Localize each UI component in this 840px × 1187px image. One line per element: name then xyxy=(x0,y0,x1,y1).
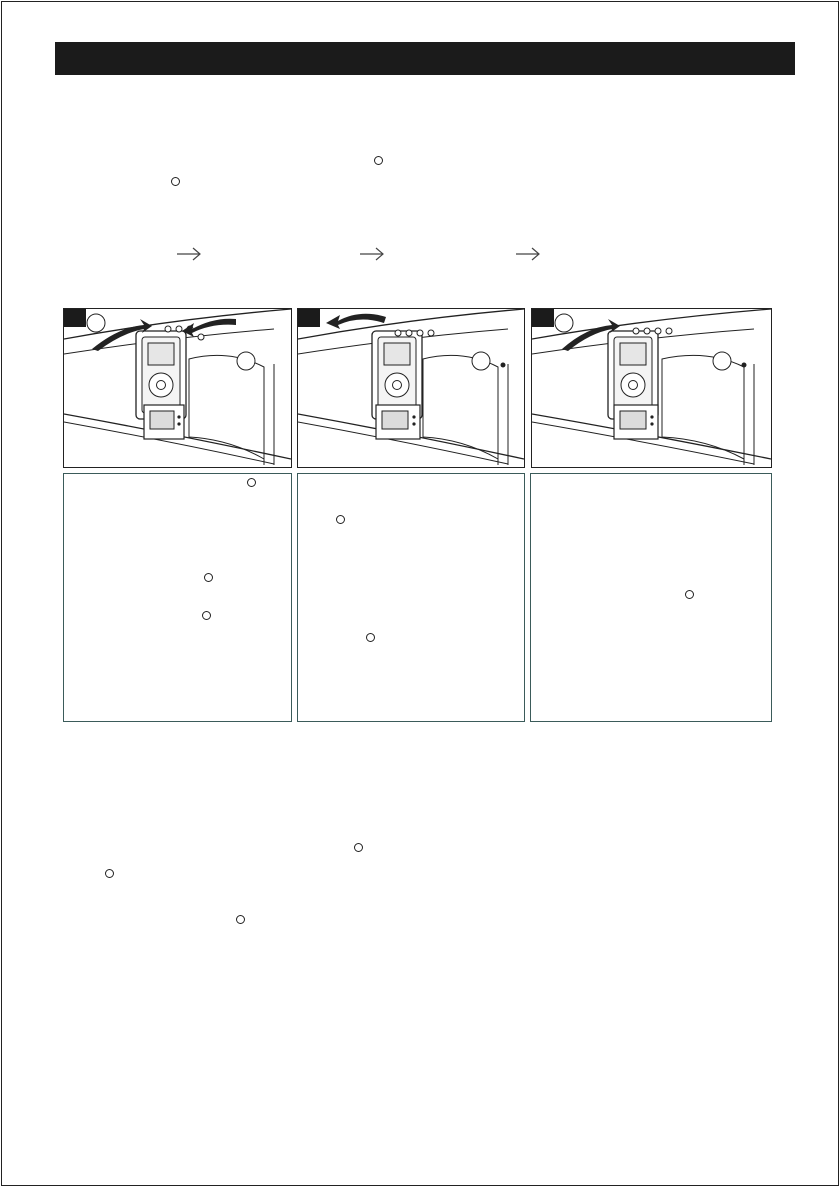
step-1-illustration xyxy=(63,308,292,468)
small-circle-icon xyxy=(105,869,114,878)
small-circle-icon xyxy=(354,843,363,852)
small-circle-icon xyxy=(202,611,211,620)
step-3-description-box xyxy=(530,473,772,722)
small-circle-icon xyxy=(336,515,345,524)
small-circle-icon xyxy=(366,633,375,642)
step-number-badge xyxy=(298,309,320,327)
step-2-description-box xyxy=(297,473,525,722)
step-number-badge xyxy=(532,309,554,327)
right-arrow-icon xyxy=(515,246,541,262)
step-number-badge xyxy=(64,309,86,327)
step-2-illustration xyxy=(297,308,525,468)
small-circle-icon xyxy=(685,590,694,599)
small-circle-icon xyxy=(247,478,256,487)
small-circle-icon xyxy=(204,573,213,582)
small-circle-icon xyxy=(374,156,383,165)
step-1-description-box xyxy=(63,473,292,722)
small-circle-icon xyxy=(171,177,180,186)
small-circle-icon xyxy=(236,915,245,924)
docking-station-icon xyxy=(532,309,771,467)
section-title-bar xyxy=(55,42,795,75)
docking-station-icon xyxy=(298,309,524,467)
docking-station-icon xyxy=(64,309,291,467)
step-3-illustration xyxy=(531,308,772,468)
right-arrow-icon xyxy=(176,246,202,262)
right-arrow-icon xyxy=(359,246,385,262)
